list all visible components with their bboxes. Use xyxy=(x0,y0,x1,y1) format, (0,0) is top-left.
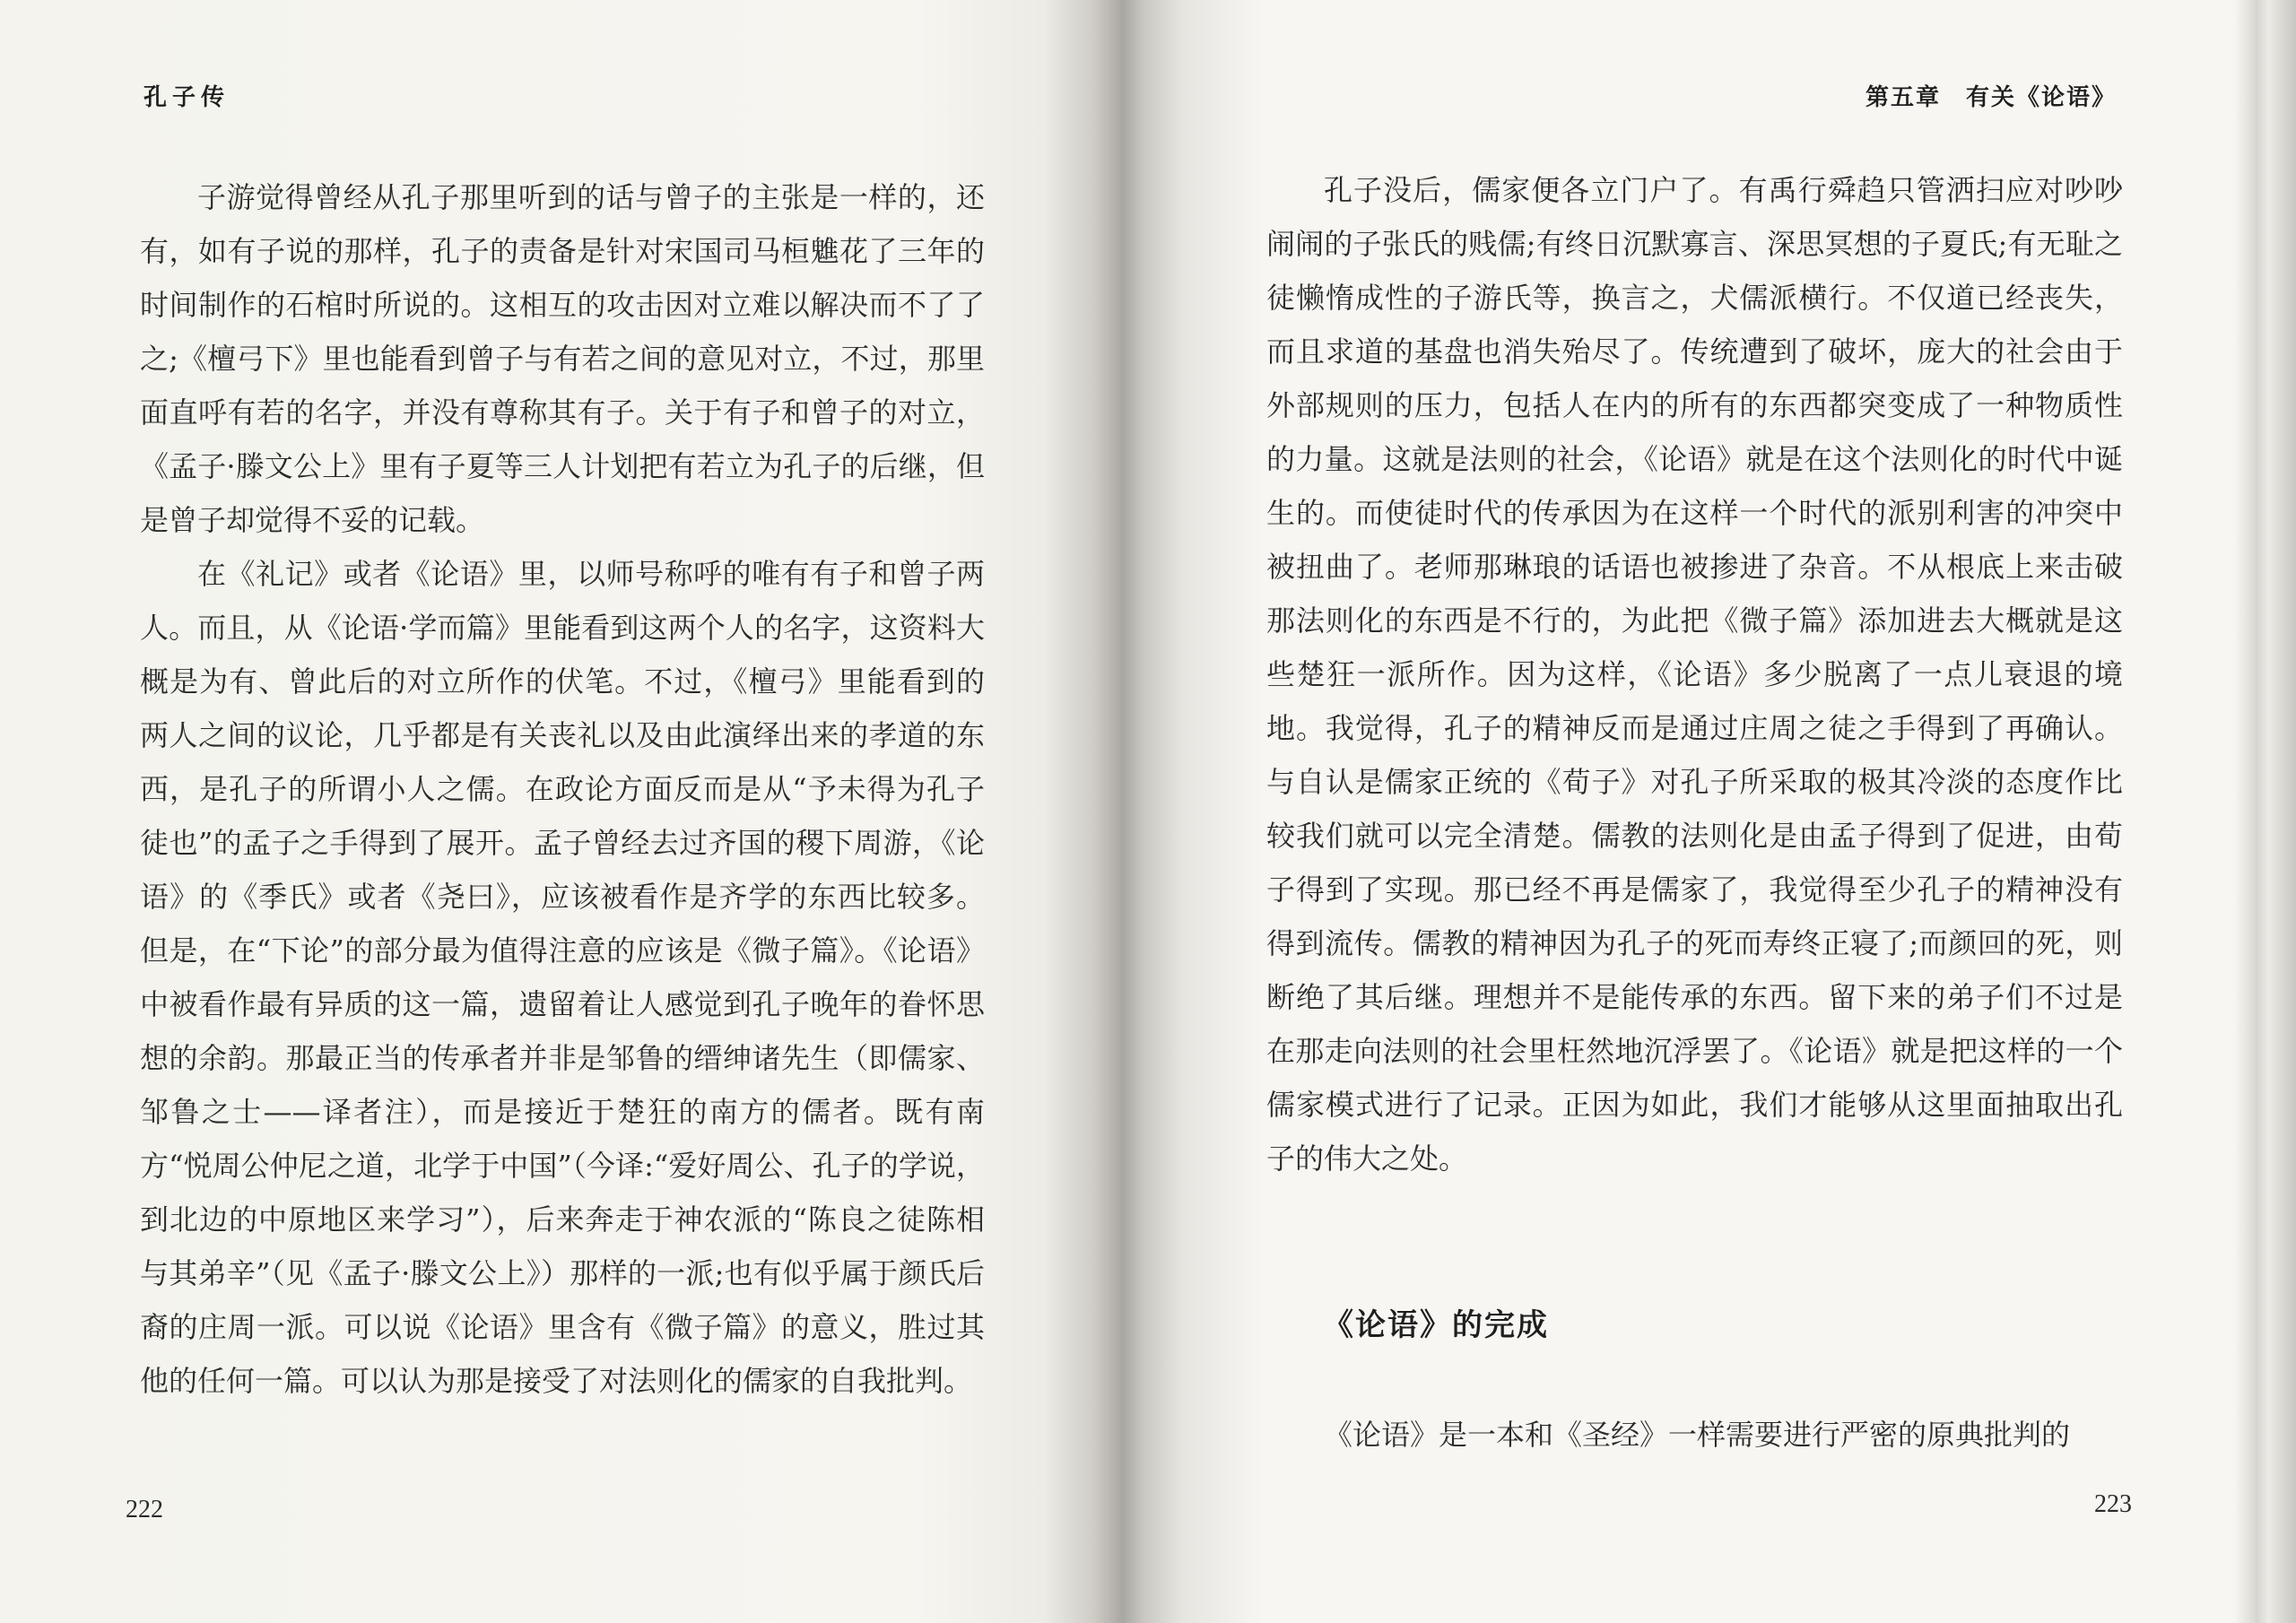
left-page-body xyxy=(140,170,985,1408)
right-page xyxy=(1166,0,2152,1623)
paragraph: 《论语》是一本和《圣经》一样需要进行严密的原典批判的 xyxy=(1324,1418,2071,1452)
running-head-book-title: 孔子传 xyxy=(144,84,230,111)
page-number-right: 223 xyxy=(2094,1490,2132,1518)
running-head-chapter-title: 第五章 有关《论语》 xyxy=(1865,84,2117,111)
left-page xyxy=(0,0,1076,1623)
page-number-left: 222 xyxy=(126,1496,163,1523)
right-page-body xyxy=(1266,163,2123,1185)
paragraph: 在《礼记》或者《论语》里，以师号称呼的唯有有子和曾子两人。而且，从《论语·学而篇》里能看到这两个人的名字，这资料大概是为有、曾此后的对立所作的伏笔。不过，《檀弓》里能看到的两人之间的议论，几乎都是有关丧礼以及由此演绎出来的孝道的东西，是孔子的所谓小人之儒。在政论方面反而是从“予未得为孔子徒也”的孟子之手得到了展开。孟子曾经去过齐国的稷下周游，《论语》的《季氏》或者《尧曰》，应该被看作是齐学的东西比较多。但是，在“下论”的部分最为值得注意的应该是《微子篇》。《论语》中被看作最有异质的这一篇，遗留着让人感觉到孔子晚年的眷怀思想的余韵。那最正当的传承者并非是邹鲁的缙绅诸先生（即儒家、邹鲁之士——译者注），而是接近于楚狂的南方的儒者。既有南方“悦周公仲尼之道，北学于中国”（今译:“爱好周公、孔子的学说，到北边的中原地区来学习”），后来奔走于神农派的“陈良之徒陈相与其弟辛”（见《孟子·滕文公上》）那样的一派;也有似乎属于颜氏后裔的庄周一派。可以说《论语》里含有《微子篇》的意义，胜过其他的任何一篇。可以认为那是接受了对法则化的儒家的自我批判。 xyxy=(140,557,985,1398)
paragraph: 孔子没后，儒家便各立门户了。有禹行舜趋只管洒扫应对吵吵闹闹的子张氏的贱儒;有终日沉默寡言、深思冥想的子夏氏;有无耻之徒懒惰成性的子游氏等，换言之，犬儒派横行。不仅道已经丧失，而且求道的基盘也消失殆尽了。传统遭到了破坏，庞大的社会由于外部规则的压力，包括人在内的所有的东西都突变成了一种物质性的力量。这就是法则的社会，《论语》就是在这个法则化的时代中诞生的。而使徒时代的传承因为在这样一个时代的派别利害的冲突中被扭曲了。老师那琳琅的话语也被掺进了杂音。不从根底上来击破那法则化的东西是不行的，为此把《微子篇》添加进去大概就是这些楚狂一派所作。因为这样，《论语》多少脱离了一点儿衰退的境地。我觉得，孔子的精神反而是通过庄周之徒之手得到了再确认。与自认是儒家正统的《荀子》对孔子所采取的极其冷淡的态度作比较我们就可以完全清楚。儒教的法则化是由孟子得到了促进，由荀子得到了实现。那已经不再是儒家了，我觉得至少孔子的精神没有得到流传。儒教的精神因为孔子的死而寿终正寝了;而颜回的死，则断绝了其后继。理想并不是能传承的东西。留下来的弟子们不过是在那走向法则的社会里枉然地沉浮罢了。《论语》就是把这样的一个儒家模式进行了记录。正因为如此，我们才能够从这里面抽取出孔子的伟大之处。 xyxy=(1266,173,2123,1176)
paragraph: 子游觉得曾经从孔子那里听到的话与曾子的主张是一样的，还有，如有子说的那样，孔子的责备是针对宋国司马桓魋花了三年的时间制作的石棺时所说的。这相互的攻击因对立难以解决而不了了之;《檀弓下》里也能看到曾子与有若之间的意见对立，不过，那里面直呼有若的名字，并没有尊称其有子。关于有子和曾子的对立，《孟子·滕文公上》里有子夏等三人计划把有若立为孔子的后继，但是曾子却觉得不妥的记载。 xyxy=(140,180,985,537)
section-heading: 《论语》的完成 xyxy=(1323,1307,1549,1343)
